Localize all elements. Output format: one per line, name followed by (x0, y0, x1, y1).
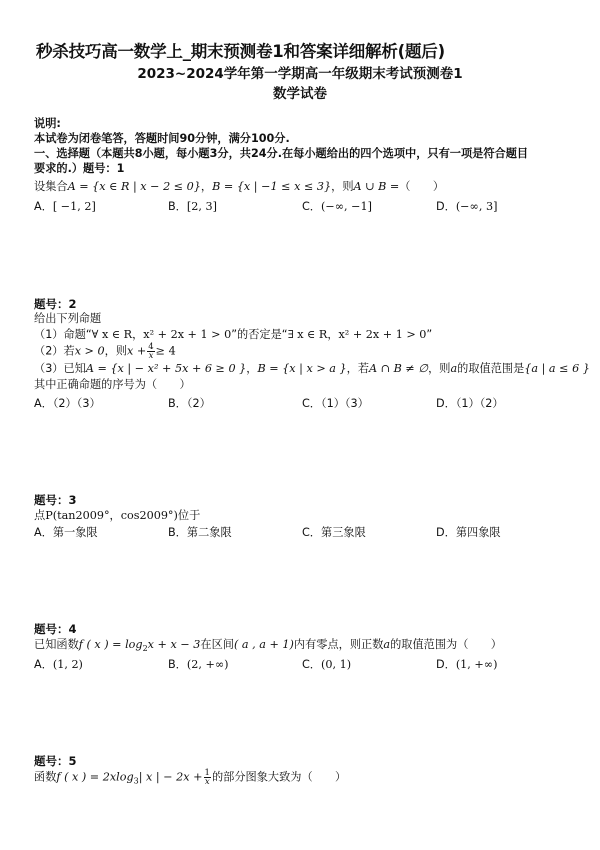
q2-intro: 给出下列命题 (34, 312, 102, 325)
option-letter: C． (302, 397, 321, 410)
q2-p3-set-b: B = {x | x > a } (257, 362, 347, 375)
option-letter: C． (302, 526, 321, 539)
q2-p3-cond: A ∩ B ≠ ∅ (369, 362, 429, 375)
question-2-number: 题号：2 (34, 297, 77, 311)
q2-option-d[interactable] (436, 395, 504, 411)
q2-option-a[interactable] (34, 395, 101, 411)
option-letter: C． (302, 658, 321, 671)
option-letter: C． (302, 200, 321, 213)
option-text: (−∞, 3] (455, 200, 498, 213)
q1-set-a: A = {x ∈ R | x − 2 ≤ 0} (67, 180, 201, 193)
q4-mid2: 内有零点，则正数 (293, 638, 384, 651)
option-letter: A． (34, 526, 53, 539)
q5-prefix: 函数 (34, 770, 57, 784)
q2-p2-math-a: x + (127, 344, 147, 358)
q2-p3-var: a (450, 362, 458, 375)
q1-mid: ，则 (331, 180, 354, 193)
q1-set-b: B = {x | −1 ≤ x ≤ 3} (212, 180, 332, 193)
q2-proposition-1 (34, 327, 432, 342)
q5-fraction (204, 769, 211, 786)
option-letter: D． (436, 658, 456, 671)
q4-option-b[interactable] (168, 656, 229, 672)
option-letter: A． (34, 200, 53, 213)
question-3-number: 题号：3 (34, 493, 77, 507)
q4-prefix: 已知函数 (34, 638, 79, 651)
fraction-numerator: 4 (148, 342, 154, 352)
question-3-stem (34, 508, 200, 523)
question-4-number: 题号：4 (34, 622, 77, 636)
q3-option-a[interactable] (34, 524, 98, 540)
exam-subtitle: 2023~2024学年第一学期高一年级期末考试预测卷1 (137, 66, 463, 82)
q2-p2-math: x > 0 (74, 344, 105, 358)
q4-log-base: 2 (142, 644, 148, 653)
option-text: 第三象限 (321, 526, 366, 539)
section-heading-line2: 要求的.）题号：1 (34, 162, 125, 175)
option-text: (1, 2) (52, 658, 83, 671)
option-text: （1）（3） (321, 397, 369, 410)
option-letter: D． (436, 200, 456, 213)
option-text: [ −1, 2] (52, 200, 96, 213)
q1-option-b[interactable] (168, 198, 217, 214)
q4-function: f ( x ) = log (78, 638, 143, 651)
option-text: [2, 3] (186, 200, 217, 213)
option-text: 第一象限 (52, 526, 98, 539)
option-text: （2） (186, 397, 211, 410)
q4-interval: ( a , a + 1) (233, 638, 294, 651)
option-letter: B． (168, 526, 187, 539)
q3-option-c[interactable] (302, 524, 366, 540)
option-letter: B． (168, 397, 187, 410)
option-text: 第二象限 (186, 526, 232, 539)
fraction-denominator: x (204, 777, 210, 787)
q4-option-a[interactable] (34, 656, 83, 672)
option-text: 第四象限 (455, 526, 501, 539)
subject-title: 数学试卷 (273, 86, 327, 102)
q1-suffix: （ ） (399, 180, 445, 193)
fraction-denominator: x (148, 351, 154, 361)
q1-sep: ， (200, 180, 213, 193)
q2-p2-fraction (147, 343, 154, 360)
q3-prefix: 点 (34, 509, 46, 522)
q3-point: P(tan2009°，cos2009°) (45, 509, 178, 522)
option-letter: D． (436, 526, 456, 539)
question-1-stem (34, 179, 444, 194)
option-letter: D． (436, 397, 456, 410)
q1-prefix: 设集合 (34, 180, 68, 193)
q4-mid: 在区间 (200, 638, 234, 651)
document-title: 秒杀技巧高一数学上_期末预测卷1和答案详细解析(题后) (36, 42, 445, 61)
question-4-stem (34, 637, 502, 656)
q1-option-a[interactable] (34, 198, 96, 214)
q1-option-c[interactable] (302, 198, 372, 214)
q5-function-rest: | x | − 2x + (138, 770, 203, 784)
q5-log-base: 3 (133, 776, 139, 786)
option-letter: A． (34, 397, 53, 410)
q2-p3-sep: ， (246, 362, 258, 375)
fraction-numerator: 1 (204, 768, 210, 778)
q2-question: 其中正确命题的序号为（ ） (34, 378, 191, 391)
q2-proposition-2 (34, 343, 176, 360)
q4-suffix: 的取值范围为（ ） (390, 638, 502, 651)
option-text: (1, +∞) (455, 658, 498, 671)
q2-p3-set-a: A = {x | − x² + 5x + 6 ≥ 0 } (85, 362, 247, 375)
q2-p1-math: ∀ x ∈ R，x² + 2x + 1 > 0 (91, 328, 232, 341)
instructions-text: 本试卷为闭卷笔答，答题时间90分钟，满分100分. (34, 132, 290, 145)
option-text: (0, 1) (321, 658, 352, 671)
option-letter: B． (168, 200, 187, 213)
instructions-label: 说明: (34, 117, 61, 130)
q2-option-c[interactable] (302, 395, 369, 411)
q5-function: f ( x ) = 2xlog (56, 770, 134, 784)
option-text: (2, +∞) (186, 658, 229, 671)
q2-p3-mid2: ，则 (428, 362, 451, 375)
option-letter: B． (168, 658, 187, 671)
section-heading-line1: 一、选择题（本题共8小题，每小题3分，共24分.在每小题给出的四个选项中，只有一项是符合题目 (34, 147, 529, 160)
question-5-stem (34, 769, 346, 789)
option-letter: A． (34, 658, 53, 671)
option-text: （2）（3） (52, 397, 101, 410)
q2-p3-prefix: （3）已知 (34, 362, 86, 375)
q2-p1-mid: ”的否定是“ (231, 328, 288, 341)
q2-p1-suffix: ” (426, 328, 433, 341)
q4-function-rest: x + x − 3 (147, 638, 201, 651)
q2-p2-mid: ，则 (104, 344, 127, 358)
q2-p2-prefix: （2）若 (34, 344, 75, 358)
q2-p1-prefix: （1）命题“ (34, 328, 92, 341)
q1-union: A ∪ B = (353, 180, 400, 193)
q4-var: a (383, 638, 391, 651)
q2-p3-mid3: 的取值范围是 (457, 362, 525, 375)
option-text: (−∞, −1] (321, 200, 373, 213)
q2-p2-math-b: ≥ 4 (155, 344, 176, 358)
q2-proposition-3 (34, 361, 590, 376)
q5-suffix: 的部分图象大致为（ ） (211, 770, 347, 784)
q2-option-b[interactable] (168, 395, 211, 411)
q3-option-d[interactable] (436, 524, 501, 540)
q2-p1-math2: ∃ x ∈ R，x² + 2x + 1 > 0 (287, 328, 427, 341)
q3-option-b[interactable] (168, 524, 232, 540)
option-text: （1）（2） (455, 397, 504, 410)
q4-option-d[interactable] (436, 656, 497, 672)
q2-p3-mid: ，若 (346, 362, 370, 375)
q1-option-d[interactable] (436, 198, 497, 214)
q2-p3-range: {a | a ≤ 6 } (524, 362, 590, 375)
q3-suffix: 位于 (177, 509, 201, 522)
q4-option-c[interactable] (302, 656, 351, 672)
question-5-number: 题号：5 (34, 754, 77, 768)
